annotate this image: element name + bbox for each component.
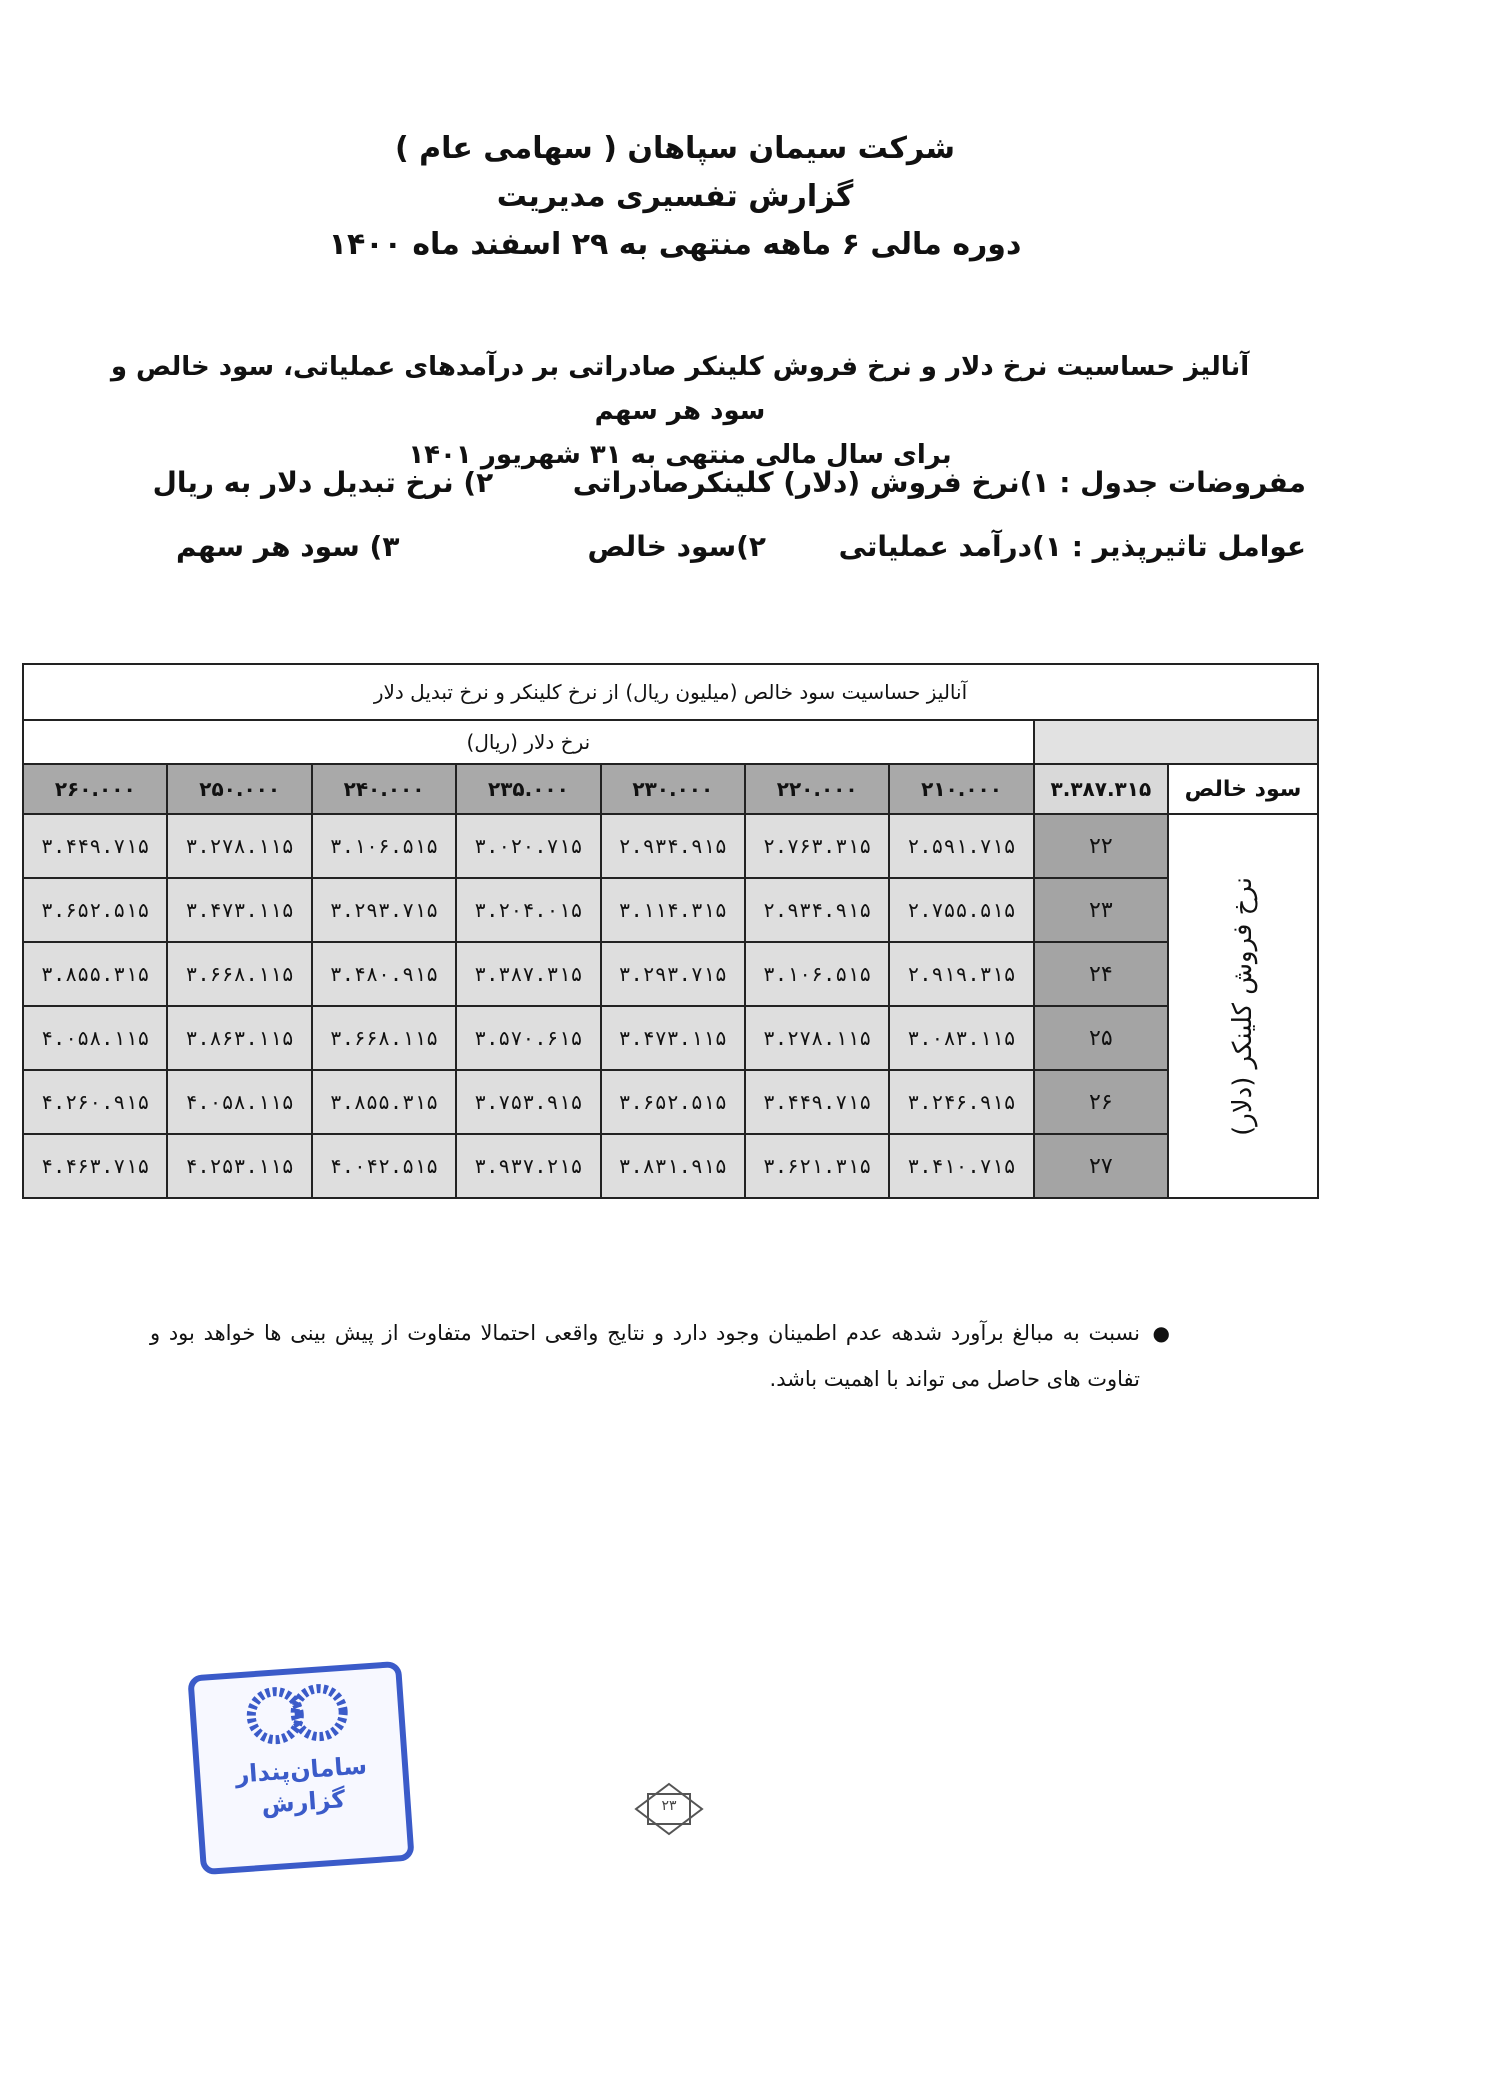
net-profit-cell: ۳.۴۴۹.۷۱۵: [745, 1070, 889, 1134]
net-profit-cell: ۳.۸۵۵.۳۱۵: [312, 1070, 456, 1134]
page-number: ۲۳: [661, 1798, 677, 1814]
net-profit-cell: ۳.۱۰۶.۵۱۵: [312, 814, 456, 878]
clinker-rate-cell: ۲۳: [1034, 878, 1168, 942]
table-title: آنالیز حساسیت سود خالص (میلیون ریال) از نرخ کلینکر و نرخ تبدیل دلار: [23, 664, 1318, 720]
stamp-line-2: گزارش: [260, 1785, 347, 1819]
net-profit-cell: ۳.۱۱۴.۳۱۵: [601, 878, 745, 942]
dollar-rate-cell: ۲۲۰.۰۰۰: [745, 764, 889, 814]
factor-2: ۲)سود خالص: [587, 530, 766, 563]
disclaimer-note: [150, 1310, 1170, 1402]
sensitivity-table: [22, 663, 1319, 1199]
assumptions-line: [153, 466, 1306, 499]
page-number-badge: [634, 1782, 704, 1836]
table-row: [23, 1006, 1318, 1070]
net-profit-cell: ۴.۰۵۸.۱۱۵: [23, 1006, 167, 1070]
report-period: دوره مالی ۶ ماهه منتهی به ۲۹ اسفند ماه ۱۴۰۰: [328, 227, 1022, 262]
factor-3: ۳) سود هر سهم: [176, 530, 400, 563]
assumptions-label: مفروضات جدول :: [1059, 466, 1306, 499]
net-profit-cell: ۳.۶۵۲.۵۱۵: [601, 1070, 745, 1134]
net-profit-cell: ۳.۲۴۶.۹۱۵: [889, 1070, 1033, 1134]
net-profit-cell: ۳.۸۵۵.۳۱۵: [23, 942, 167, 1006]
stamp-line-1: سامان‌پندار: [234, 1751, 368, 1789]
analysis-title-line2: برای سال مالی منتهی به ۳۱ شهریور ۱۴۰۱: [408, 440, 952, 470]
clinker-rate-cell: ۲۵: [1034, 1006, 1168, 1070]
net-profit-cell: ۳.۴۷۳.۱۱۵: [167, 878, 311, 942]
sensitivity-table-container: [22, 663, 1319, 1199]
base-net-profit: ۳.۳۸۷.۳۱۵: [1034, 764, 1168, 814]
net-profit-cell: ۳.۴۱۰.۷۱۵: [889, 1134, 1033, 1198]
net-profit-cell: ۳.۲۷۸.۱۱۵: [167, 814, 311, 878]
dollar-rate-cell: ۲۴۰.۰۰۰: [312, 764, 456, 814]
net-profit-cell: ۴.۰۵۸.۱۱۵: [167, 1070, 311, 1134]
table-row: [23, 1070, 1318, 1134]
dollar-rate-row: [23, 764, 1318, 814]
net-profit-cell: ۳.۲۹۳.۷۱۵: [601, 942, 745, 1006]
dollar-rate-cell: ۲۶۰.۰۰۰: [23, 764, 167, 814]
clinker-rate-cell: ۲۶: [1034, 1070, 1168, 1134]
clinker-rate-cell: ۲۲: [1034, 814, 1168, 878]
net-profit-cell: ۲.۵۹۱.۷۱۵: [889, 814, 1033, 878]
net-profit-cell: ۳.۶۶۸.۱۱۵: [312, 1006, 456, 1070]
net-profit-cell: ۳.۰۸۳.۱۱۵: [889, 1006, 1033, 1070]
assumption-2: ۲) نرخ تبدیل دلار به ریال: [152, 466, 494, 499]
net-profit-cell: ۲.۹۱۹.۳۱۵: [889, 942, 1033, 1006]
assumption-1: ۱)نرخ فروش (دلار) کلینکرصادراتی: [572, 466, 1050, 499]
net-profit-cell: ۳.۶۵۲.۵۱۵: [23, 878, 167, 942]
table-row: [23, 942, 1318, 1006]
net-profit-cell: ۲.۷۶۳.۳۱۵: [745, 814, 889, 878]
stamp-logo-icon: [235, 1680, 359, 1748]
net-profit-cell: ۴.۴۶۳.۷۱۵: [23, 1134, 167, 1198]
clinker-rate-header: [1168, 814, 1318, 1198]
net-profit-cell: ۲.۷۵۵.۵۱۵: [889, 878, 1033, 942]
dollar-rate-cell: ۲۳۰.۰۰۰: [601, 764, 745, 814]
net-profit-cell: ۴.۲۶۰.۹۱۵: [23, 1070, 167, 1134]
net-profit-cell: ۳.۶۲۱.۳۱۵: [745, 1134, 889, 1198]
bullet-icon: ●: [1152, 1321, 1170, 1345]
net-profit-cell: ۴.۲۵۳.۱۱۵: [167, 1134, 311, 1198]
net-profit-cell: ۳.۲۷۸.۱۱۵: [745, 1006, 889, 1070]
dollar-rate-header: نرخ دلار (ریال): [23, 720, 1034, 764]
table-row: [23, 878, 1318, 942]
auditor-stamp: [187, 1661, 414, 1875]
table-row: [23, 814, 1318, 878]
clinker-rate-cell: ۲۴: [1034, 942, 1168, 1006]
company-name: شرکت سیمان سپاهان ( سهامی عام ): [394, 131, 956, 166]
table-corner: [1034, 720, 1318, 764]
net-profit-cell: ۲.۹۳۴.۹۱۵: [745, 878, 889, 942]
net-profit-cell: ۳.۹۳۷.۲۱۵: [456, 1134, 600, 1198]
dollar-rate-cell: ۲۱۰.۰۰۰: [889, 764, 1033, 814]
document-header: [0, 125, 1350, 269]
net-profit-cell: ۳.۱۰۶.۵۱۵: [745, 942, 889, 1006]
net-profit-cell: ۳.۶۶۸.۱۱۵: [167, 942, 311, 1006]
net-profit-cell: ۳.۲۹۳.۷۱۵: [312, 878, 456, 942]
net-profit-cell: ۳.۴۸۰.۹۱۵: [312, 942, 456, 1006]
net-profit-label: سود خالص: [1168, 764, 1318, 814]
net-profit-cell: ۳.۵۷۰.۶۱۵: [456, 1006, 600, 1070]
clinker-rate-label: نرخ فروش کلینکر (دلار): [1228, 876, 1258, 1136]
net-profit-cell: ۳.۸۶۳.۱۱۵: [167, 1006, 311, 1070]
table-row: [23, 1134, 1318, 1198]
net-profit-cell: ۴.۰۴۲.۵۱۵: [312, 1134, 456, 1198]
net-profit-cell: ۳.۷۵۳.۹۱۵: [456, 1070, 600, 1134]
net-profit-cell: ۳.۴۷۳.۱۱۵: [601, 1006, 745, 1070]
report-title: گزارش تفسیری مدیریت: [496, 179, 854, 214]
factors-label: عوامل تاثیرپذیر :: [1071, 530, 1306, 563]
net-profit-cell: ۳.۴۴۹.۷۱۵: [23, 814, 167, 878]
net-profit-cell: ۳.۲۰۴.۰۱۵: [456, 878, 600, 942]
net-profit-cell: ۳.۰۲۰.۷۱۵: [456, 814, 600, 878]
analysis-title: [90, 345, 1270, 477]
dollar-rate-cell: ۲۳۵.۰۰۰: [456, 764, 600, 814]
clinker-rate-cell: ۲۷: [1034, 1134, 1168, 1198]
analysis-title-line1: آنالیز حساسیت نرخ دلار و نرخ فروش کلینکر صادراتی بر درآمدهای عملیاتی، سود خالص و سود هر سهم: [110, 352, 1250, 426]
factor-1: ۱)درآمد عملیاتی: [838, 530, 1062, 563]
note-text: نسبت به مبالغ برآورد شدهه عدم اطمینان وجود دارد و نتایج واقعی احتمالا متفاوت از پیش بینی ها خواهد بود و تفاوت های حاصل می تواند با اهمیت باشد.: [150, 1321, 1140, 1391]
factors-line: [176, 530, 1306, 570]
dollar-rate-cell: ۲۵۰.۰۰۰: [167, 764, 311, 814]
net-profit-cell: ۳.۳۸۷.۳۱۵: [456, 942, 600, 1006]
net-profit-cell: ۲.۹۳۴.۹۱۵: [601, 814, 745, 878]
net-profit-cell: ۳.۸۳۱.۹۱۵: [601, 1134, 745, 1198]
